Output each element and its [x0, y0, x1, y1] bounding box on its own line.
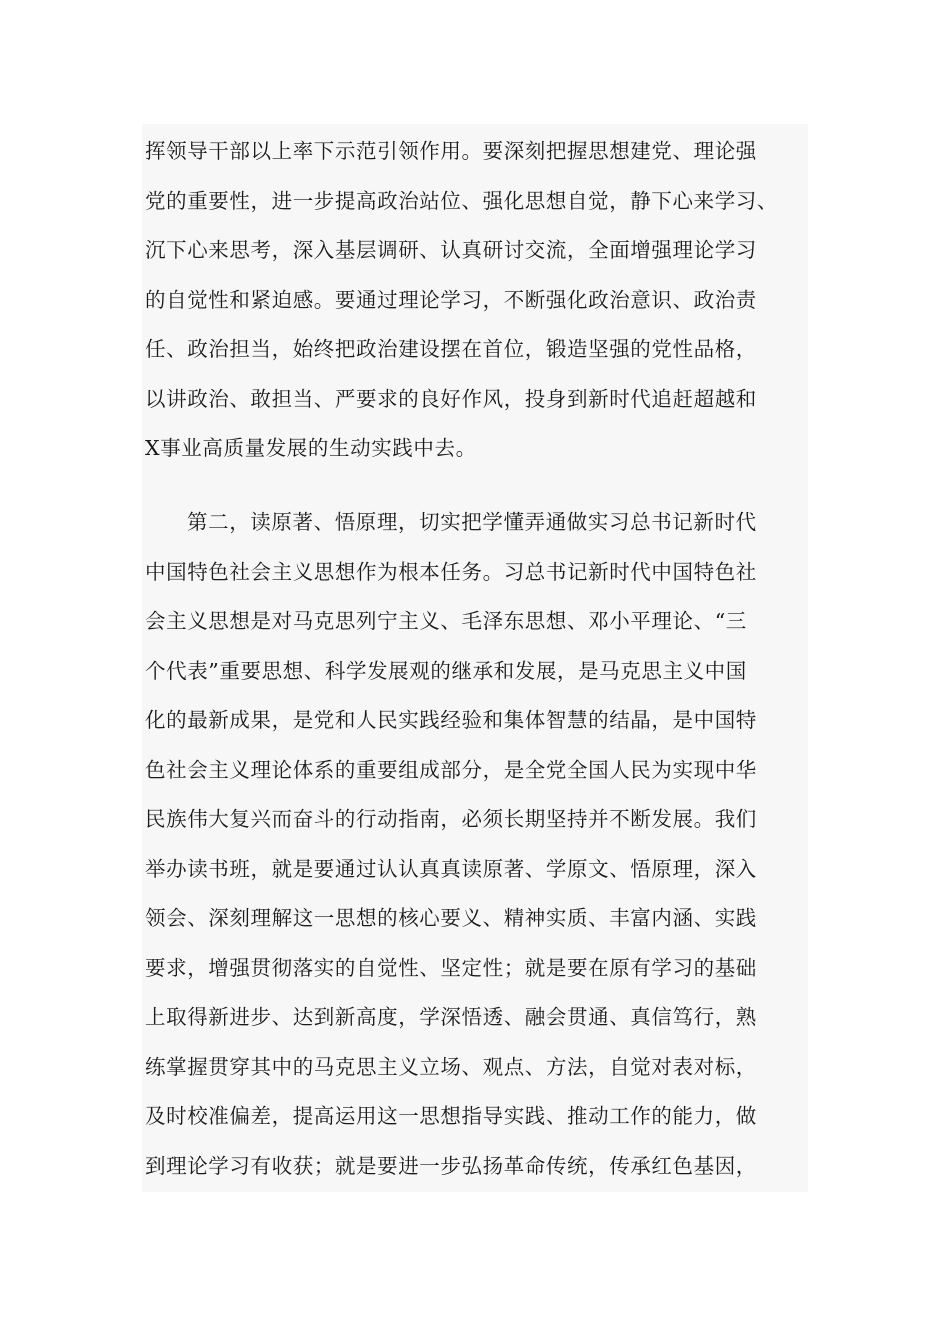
- paragraph-1: [145, 127, 805, 474]
- paragraph-line: 化的最新成果，是党和人民实践经验和集体智慧的结晶，是中国特: [145, 708, 757, 732]
- paragraph-line: 党的重要性，进一步提高政治站位、强化思想自觉，静下心来学习、: [145, 188, 778, 213]
- paragraph-line: 第二，读原著、悟原理，切实把学懂弄通做实习总书记新时代: [187, 510, 757, 534]
- paragraph-line: 民族伟大复兴而奋斗的行动指南，必须长期坚持并不断发展。我们: [145, 807, 757, 831]
- paragraph-line: 到理论学习有收获；就是要进一步弘扬革命传统，传承红色基因，: [145, 1153, 757, 1178]
- paragraph-2: [145, 498, 805, 1191]
- paragraph-line: 中国特色社会主义思想作为根本任务。习总书记新时代中国特色社: [145, 559, 757, 584]
- paragraph-line: 上取得新进步、达到新高度，学深悟透、融会贯通、真信笃行，熟: [145, 1005, 757, 1029]
- paragraph-line: 挥领导干部以上率下示范引领作用。要深刻把握思想建党、理论强: [145, 139, 757, 163]
- paragraph-line: 会主义思想是对马克思列宁主义、毛泽东思想、邓小平理论、“三: [145, 609, 747, 633]
- paragraph-line: X事业高质量发展的生动实践中去。: [145, 436, 477, 460]
- paragraph-line: 沉下心来思考，深入基层调研、认真研讨交流，全面增强理论学习: [145, 238, 757, 262]
- paragraph-line: 领会、深刻理解这一思想的核心要义、精神实质、丰富内涵、实践: [145, 906, 757, 930]
- paragraph-line: 及时校准偏差，提高运用这一思想指导实践、推动工作的能力，做: [145, 1104, 757, 1128]
- paragraph-line: 举办读书班，就是要通过认认真真读原著、学原文、悟原理，深入: [145, 856, 757, 881]
- paragraph-line: 以讲政治、敢担当、严要求的良好作风，投身到新时代追赶超越和: [145, 386, 757, 411]
- paragraph-line: 任、政治担当，始终把政治建设摆在首位，锻造坚强的党性品格，: [145, 337, 757, 361]
- paragraph-line: 色社会主义理论体系的重要组成部分，是全党全国人民为实现中华: [145, 757, 757, 782]
- paragraph-line: 练掌握贯穿其中的马克思主义立场、观点、方法，自觉对表对标，: [145, 1054, 757, 1079]
- paragraph-line: 的自觉性和紧迫感。要通过理论学习，不断强化政治意识、政治责: [145, 287, 757, 312]
- paragraph-line: 个代表”重要思想、科学发展观的继承和发展，是马克思主义中国: [145, 658, 747, 683]
- paragraph-line: 要求，增强贯彻落实的自觉性、坚定性；就是要在原有学习的基础: [145, 955, 757, 980]
